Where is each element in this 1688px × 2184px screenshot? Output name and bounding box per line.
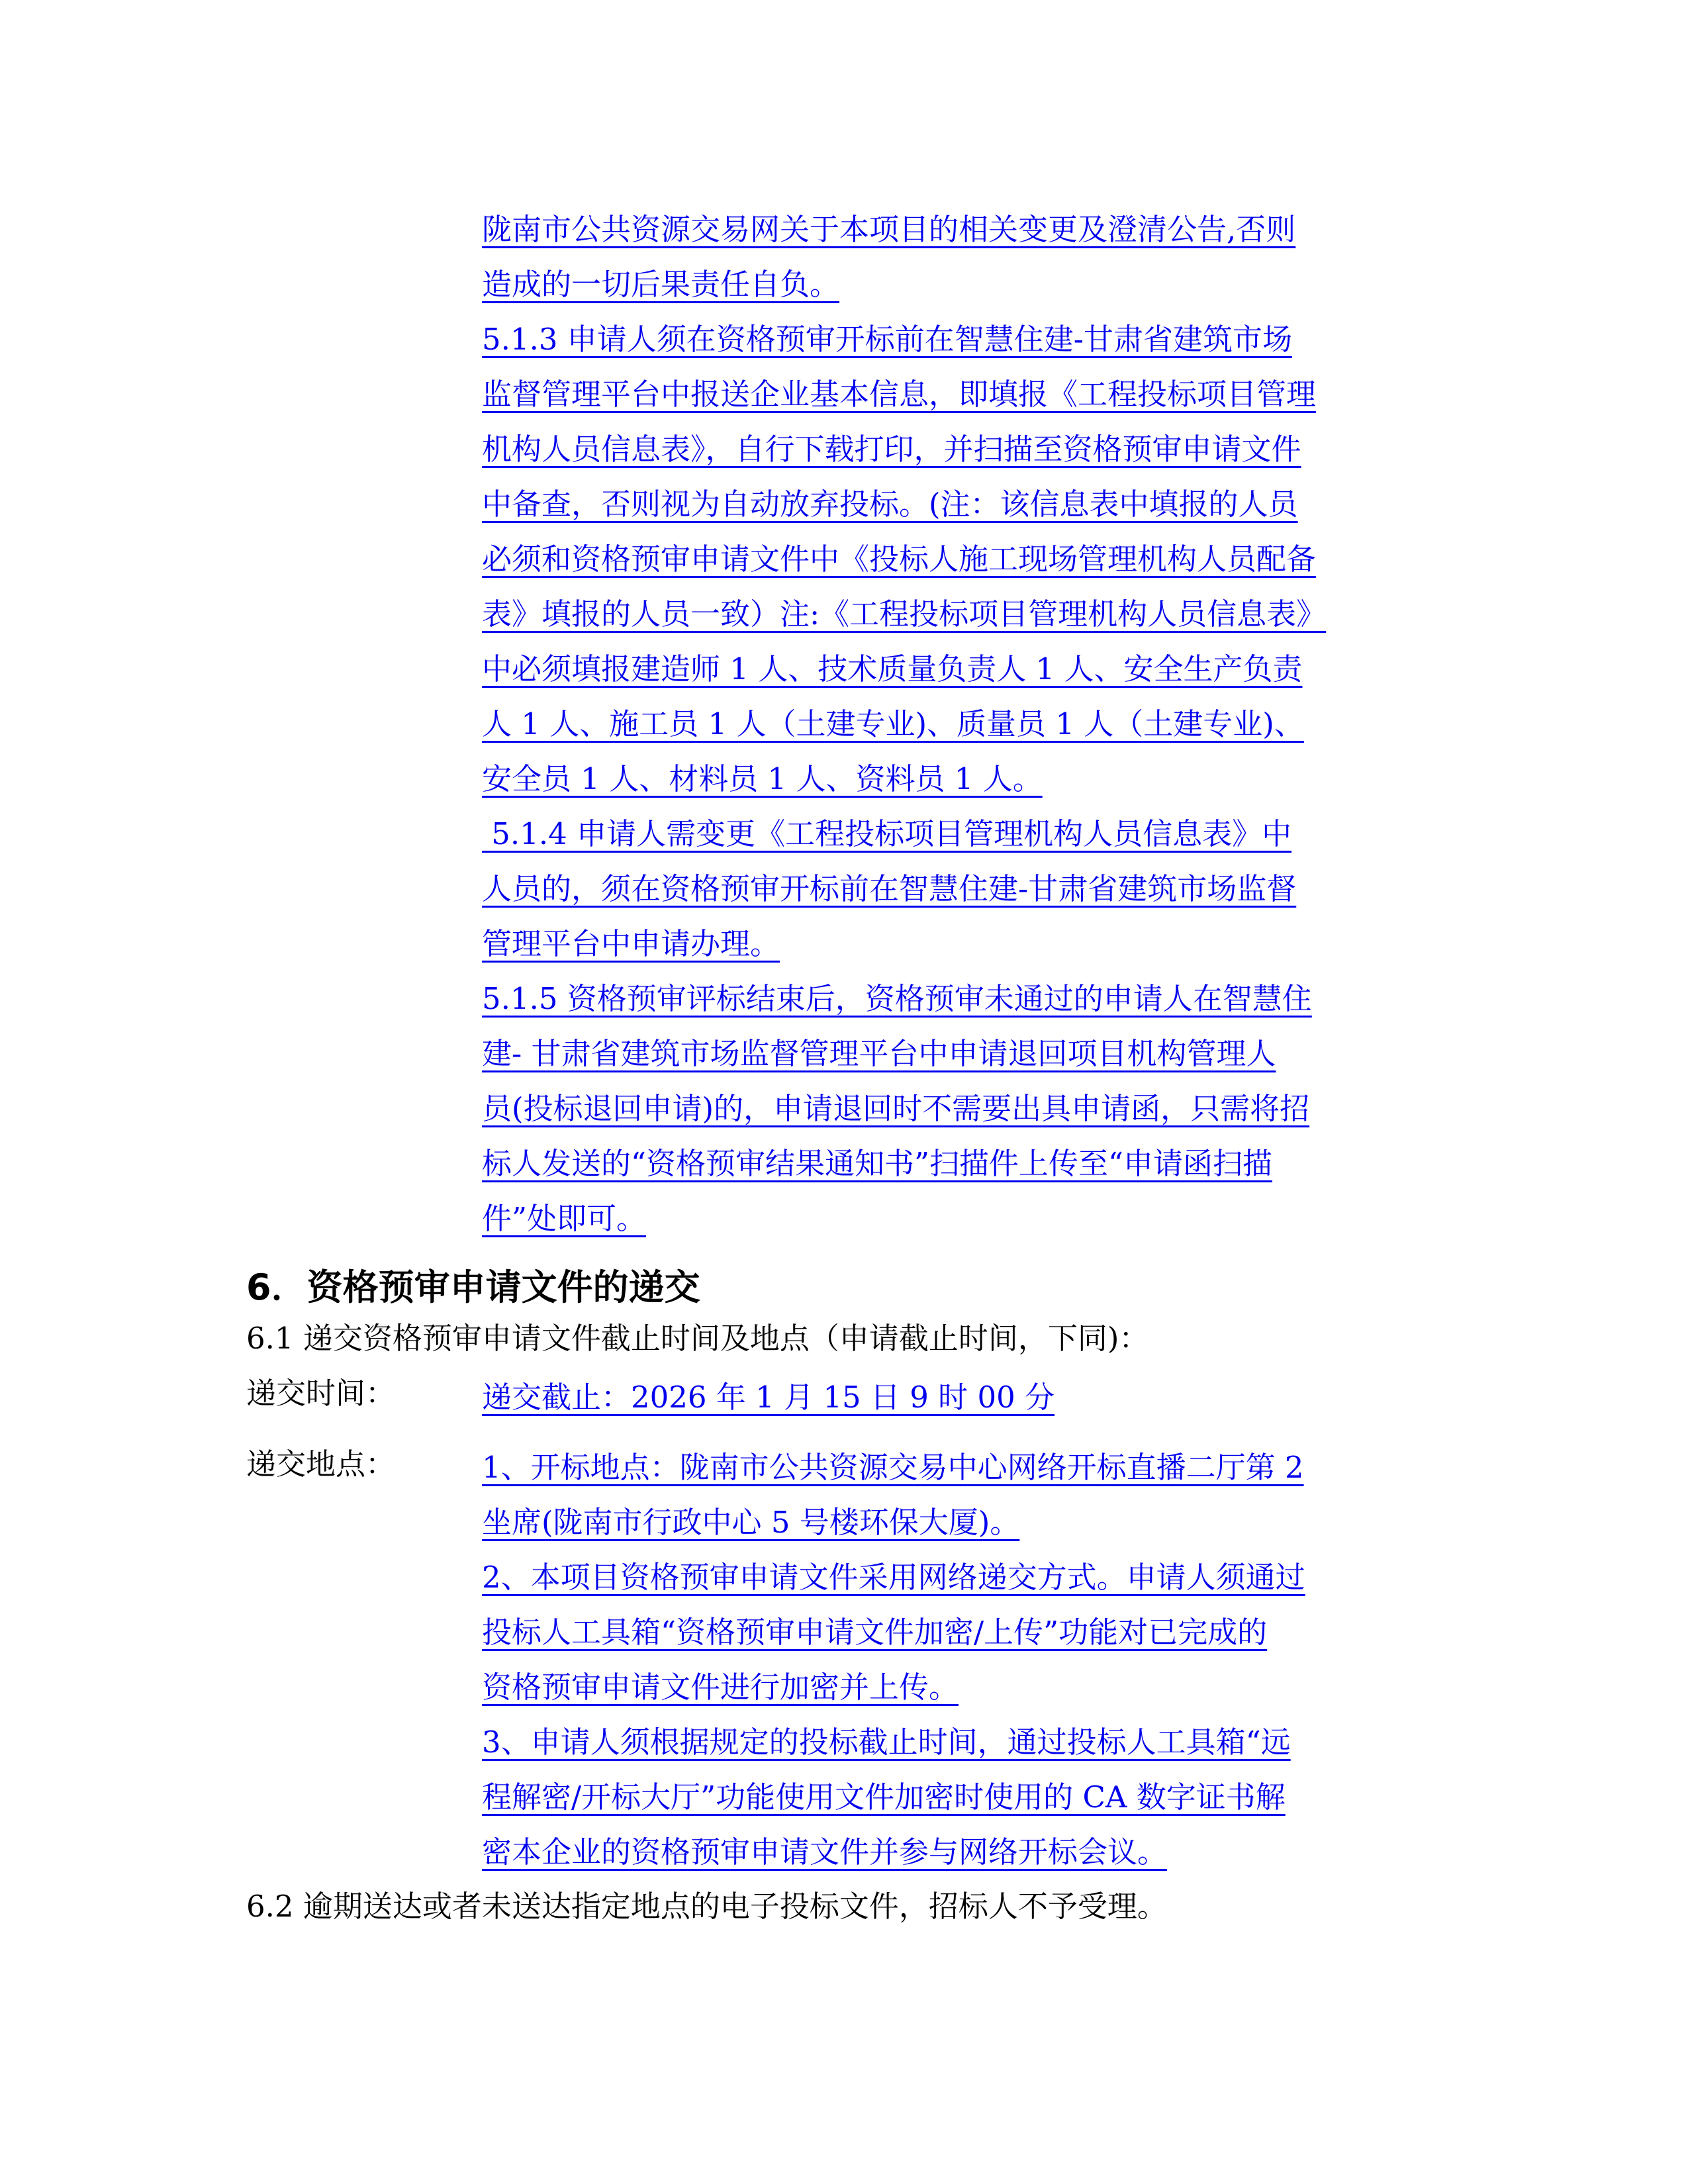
submission-place-label: 递交地点：	[246, 1447, 396, 1482]
text-line: 程解密/开标大厅”功能使用文件加密时使用的 CA 数字证书解	[482, 1780, 1286, 1815]
text-line: 人员的，须在资格预审开标前在智慧住建-甘肃省建筑市场监督	[482, 871, 1297, 906]
text-line: 标人发送的“资格预审结果通知书”扫描件上传至“申请函扫描	[482, 1146, 1273, 1181]
text-line: 必须和资格预审申请文件中《投标人施工现场管理机构人员配备	[482, 542, 1317, 577]
section-heading: 6．资格预审申请文件的递交	[246, 1266, 700, 1308]
text-line: 员(投标退回申请)的，申请退回时不需要出具申请函，只需将招	[482, 1091, 1310, 1126]
continuation-paragraph[interactable]	[482, 202, 1397, 312]
clause-5-1-5[interactable]	[482, 971, 1397, 1246]
text-line: 5.1.3 申请人须在资格预审开标前在智慧住建-甘肃省建筑市场	[482, 322, 1293, 357]
text-line: 监督管理平台中报送企业基本信息，即填报《工程投标项目管理	[482, 377, 1317, 412]
text-line: 5.1.5 资格预审评标结束后，资格预审未通过的申请人在智慧住	[482, 981, 1312, 1016]
text-line: 投标人工具箱“资格预审申请文件加密/上传”功能对已完成的	[482, 1615, 1268, 1650]
text-line: 中必须填报建造师 1 人、技术质量负责人 1 人、安全生产负责	[482, 651, 1303, 687]
text-line: 5.1.4 申请人需变更《工程投标项目管理机构人员信息表》中	[482, 816, 1292, 851]
text-line: 人 1 人、施工员 1 人（土建专业)、质量员 1 人（土建专业)、	[482, 706, 1304, 741]
text-line: 1、开标地点：陇南市公共资源交易中心网络开标直播二厅第 2	[482, 1450, 1304, 1485]
text-line: 3、申请人须根据规定的投标截止时间，通过投标人工具箱“远	[482, 1725, 1291, 1760]
clause-5-1-4[interactable]	[482, 806, 1397, 971]
text-line: 安全员 1 人、材料员 1 人、资料员 1 人。	[482, 761, 1043, 796]
submission-place-value[interactable]	[482, 1440, 1397, 1879]
clause-6-1: 6.1 递交资格预审申请文件截止时间及地点（申请截止时间，下同)：	[246, 1321, 1149, 1356]
text-line: 坐席(陇南市行政中心 5 号楼环保大厦)。	[482, 1505, 1020, 1540]
text-line: 2、本项目资格预审申请文件采用网络递交方式。申请人须通过	[482, 1560, 1305, 1595]
text-line: 陇南市公共资源交易网关于本项目的相关变更及澄清公告,否则	[482, 212, 1296, 247]
clause-6-2: 6.2 逾期送达或者未送达指定地点的电子投标文件，招标人不予受理。	[246, 1889, 1167, 1924]
text-line: 表》填报的人员一致）注:《工程投标项目管理机构人员信息表》	[482, 596, 1327, 632]
clause-5-1-3[interactable]	[482, 312, 1397, 806]
text-line: 管理平台中申请办理。	[482, 926, 780, 961]
text-line: 建- 甘肃省建筑市场监督管理平台中申请退回项目机构管理人	[482, 1036, 1276, 1071]
text-line: 资格预审申请文件进行加密并上传。	[482, 1670, 959, 1705]
submission-time-value[interactable]: 递交截止：2026 年 1 月 15 日 9 时 00 分	[482, 1380, 1055, 1415]
text-line: 件”处即可。	[482, 1201, 647, 1236]
text-line: 造成的一切后果责任自负。	[482, 267, 840, 302]
submission-time-label: 递交时间：	[246, 1376, 396, 1411]
text-line: 密本企业的资格预审申请文件并参与网络开标会议。	[482, 1834, 1168, 1870]
text-line: 中备查，否则视为自动放弃投标。(注：该信息表中填报的人员	[482, 487, 1298, 522]
text-line: 机构人员信息表》，自行下载打印，并扫描至资格预审申请文件	[482, 432, 1301, 467]
